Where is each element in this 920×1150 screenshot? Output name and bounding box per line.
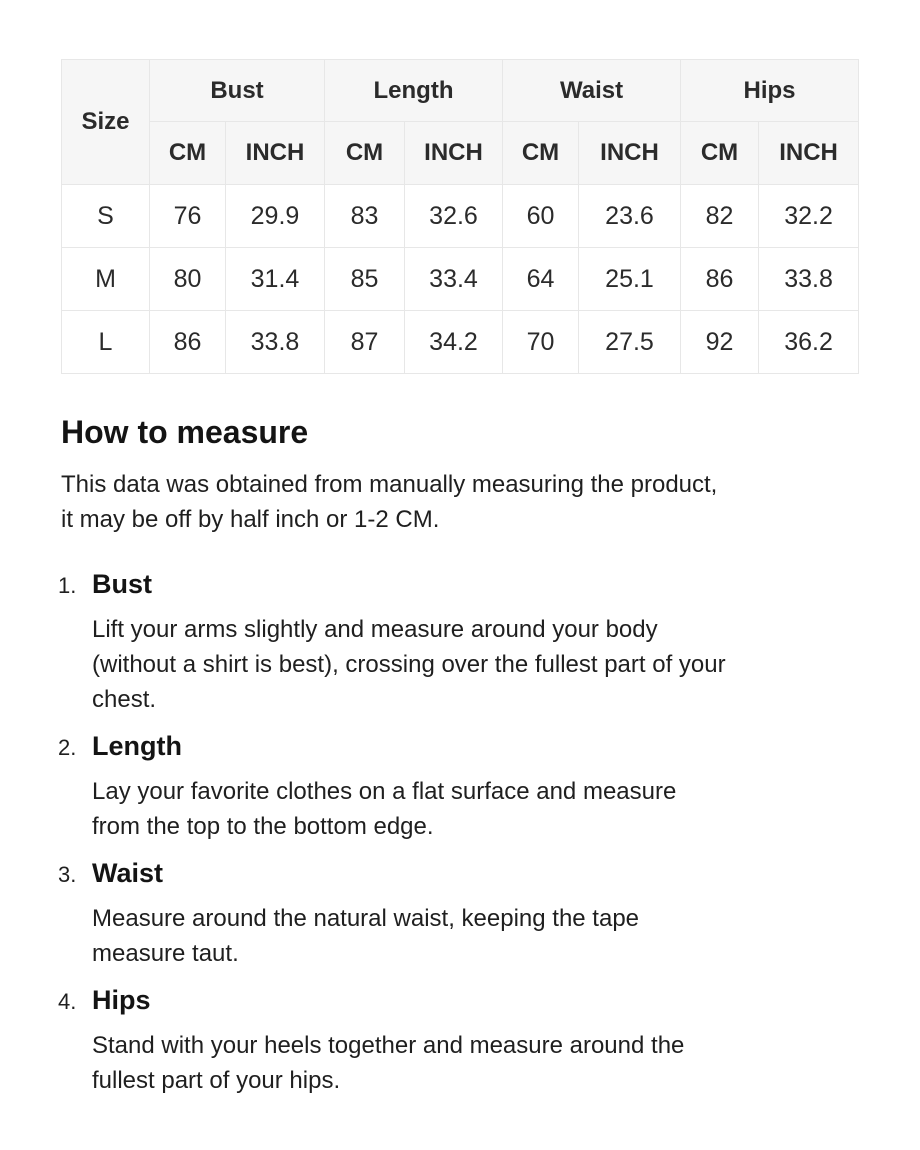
intro-line: it may be off by half inch or 1-2 CM. [61, 506, 440, 533]
step-number: 4. [58, 989, 77, 1014]
table-row [62, 248, 859, 311]
intro-paragraph [61, 467, 859, 537]
measurement-cell: 92 [681, 311, 759, 374]
size-cell: L [62, 311, 150, 374]
step-item-bust [58, 567, 859, 717]
measurement-cell: 82 [681, 185, 759, 248]
measurement-cell: 33.4 [405, 248, 503, 311]
how-to-measure-heading: How to measure [61, 414, 309, 450]
step-title: Waist [92, 858, 164, 888]
measurement-cell: 32.6 [405, 185, 503, 248]
table-row [62, 311, 859, 374]
step-description: Lift your arms slightly and measure around your body (without a shirt is best), crossing over the fullest part of your chest. [92, 616, 726, 713]
measurement-cell: 23.6 [579, 185, 681, 248]
step-item-length [58, 729, 859, 844]
size-cell: M [62, 248, 150, 311]
measurement-cell: 29.9 [226, 185, 325, 248]
measurement-cell: 34.2 [405, 311, 503, 374]
measurement-cell: 64 [503, 248, 579, 311]
unit-header-length-cm: CM [325, 122, 405, 185]
measurement-cell: 33.8 [226, 311, 325, 374]
size-chart-table [61, 59, 859, 374]
measurement-cell: 80 [150, 248, 226, 311]
measurement-cell: 31.4 [226, 248, 325, 311]
measurement-cell: 83 [325, 185, 405, 248]
hips-group-header: Hips [681, 60, 859, 122]
unit-header-bust-cm: CM [150, 122, 226, 185]
step-title: Hips [92, 985, 151, 1015]
measurement-cell: 70 [503, 311, 579, 374]
step-description: Measure around the natural waist, keeping the tape measure taut. [92, 905, 640, 967]
table-row [62, 185, 859, 248]
step-number: 2. [58, 735, 77, 760]
step-number: 3. [58, 862, 77, 887]
unit-header-bust-inch: INCH [226, 122, 325, 185]
step-item-hips [58, 983, 859, 1098]
unit-header-hips-inch: INCH [759, 122, 859, 185]
step-title: Bust [92, 569, 152, 599]
measure-steps-list [58, 567, 859, 1098]
size-column-header: Size [62, 60, 150, 185]
measurement-cell: 86 [681, 248, 759, 311]
measurement-cell: 60 [503, 185, 579, 248]
measurement-cell: 87 [325, 311, 405, 374]
measurement-cell: 27.5 [579, 311, 681, 374]
step-description: Lay your favorite clothes on a flat surface and measure from the top to the bottom edge. [92, 778, 677, 840]
bust-group-header: Bust [150, 60, 325, 122]
unit-header-length-inch: INCH [405, 122, 503, 185]
step-number: 1. [58, 573, 77, 598]
measurement-cell: 32.2 [759, 185, 859, 248]
step-title: Length [92, 731, 182, 761]
measurement-cell: 85 [325, 248, 405, 311]
unit-header-waist-cm: CM [503, 122, 579, 185]
measurement-cell: 76 [150, 185, 226, 248]
length-group-header: Length [325, 60, 503, 122]
measurement-cell: 36.2 [759, 311, 859, 374]
intro-line: This data was obtained from manually measuring the product, [61, 471, 718, 498]
step-description: Stand with your heels together and measure around the fullest part of your hips. [92, 1032, 685, 1094]
measurement-cell: 33.8 [759, 248, 859, 311]
unit-header-waist-inch: INCH [579, 122, 681, 185]
measurement-cell: 86 [150, 311, 226, 374]
waist-group-header: Waist [503, 60, 681, 122]
size-cell: S [62, 185, 150, 248]
step-item-waist [58, 856, 859, 971]
measurement-cell: 25.1 [579, 248, 681, 311]
unit-header-hips-cm: CM [681, 122, 759, 185]
